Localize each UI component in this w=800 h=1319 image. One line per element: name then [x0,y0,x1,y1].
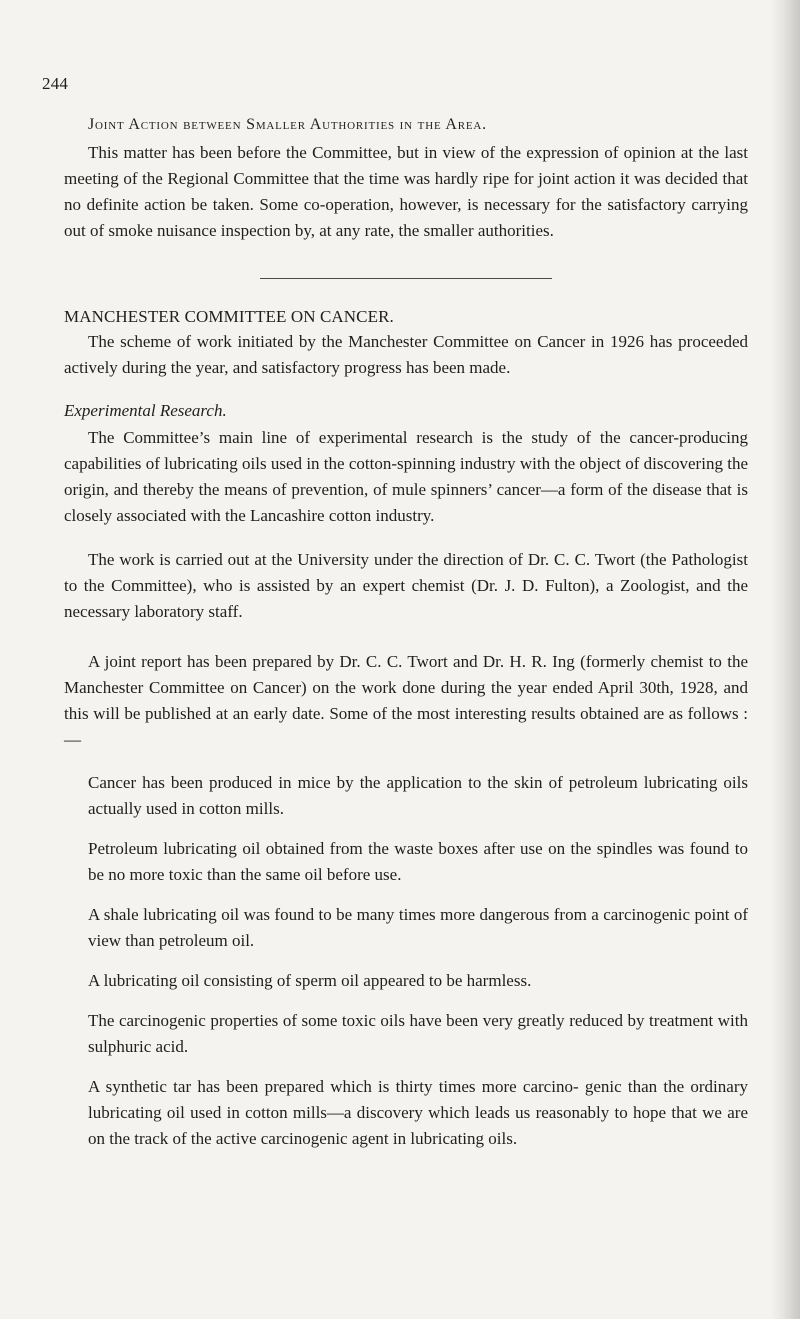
result-item-5: The carcinogenic properties of some toxic oils have been very greatly reduced by treatment with sulphuric acid. [88,1011,748,1056]
paragraph-gap [88,888,748,902]
result-item-2: Petroleum lubricating oil obtained from the waste boxes after use on the spindles was found to be no more toxic than the same oil before use. [88,839,748,884]
research-paragraph-3: A joint report has been prepared by Dr. C. C. Twort and Dr. H. R. Ing (formerly chemist to the Manchester Committee on Cancer) on the work done during the year ended April 30th, 1928, and this will be published at an early date. Some of the most interesting results obtained are as follows :— [64,652,748,749]
section-heading-manchester-committee: MANCHESTER COMMITTEE ON CANCER. [64,307,394,326]
paragraph-gap [88,822,748,836]
result-item-1: Cancer has been produced in mice by the application to the skin of petroleum lubricating oils actually used in cotton mills. [88,773,748,818]
results-list [64,770,748,1152]
research-paragraph-2: The work is carried out at the University under the direction of Dr. C. C. Twort (the Pathologist to the Committee), who is assisted by an expert chemist (Dr. J. D. Fulton), a Zoologist, and the necessary laboratory staff. [64,550,748,621]
subheading-experimental-research: Experimental Research. [64,401,227,420]
paragraph-gap [88,1060,748,1074]
joint-action-paragraph: This matter has been before the Committee, but in view of the expression of opinion at the last meeting of the Regional Committee that the time was hardly ripe for joint action it was decided that no definite action be taken. Some co-operation, however, is necessary for the satisfactory carrying out of smoke nuisance inspection by, at any rate, the smaller authorities. [64,143,748,240]
research-paragraph-1: The Committee’s main line of experimental research is the study of the cancer-producing capabilities of lubricating oils used in the cotton-spinning industry with the object of discovering the origin, and thereby the means of prevention, of mule spinners’ cancer—a form of the disease that is closely associated with the Lancashire cotton industry. [64,428,748,525]
paragraph-gap [64,625,748,649]
section-divider [260,278,552,279]
page-number: 244 [42,74,69,93]
page-content [64,111,748,1152]
page-edge-shadow [770,0,800,1319]
manchester-intro-paragraph: The scheme of work initiated by the Manchester Committee on Cancer in 1926 has proceeded actively during the year, and satisfactory progress has been made. [64,332,748,377]
paragraph-gap [64,529,748,547]
result-item-3: A shale lubricating oil was found to be many times more dangerous from a carcinogenic point of view than petroleum oil. [88,905,748,950]
paragraph-gap [64,753,748,770]
result-item-6: A synthetic tar has been prepared which is thirty times more carcino- genic than the ordinary lubricating oil used in cotton mills—a discovery which leads us reasonably to hope that we are on the track of the active carcinogenic agent in lubricating oils. [88,1077,748,1148]
paragraph-gap [88,954,748,968]
section-heading-joint-action: Joint Action between Smaller Authorities in the Area. [88,116,487,133]
result-item-4: A lubricating oil consisting of sperm oil appeared to be harmless. [88,971,532,990]
paragraph-gap [88,994,748,1008]
